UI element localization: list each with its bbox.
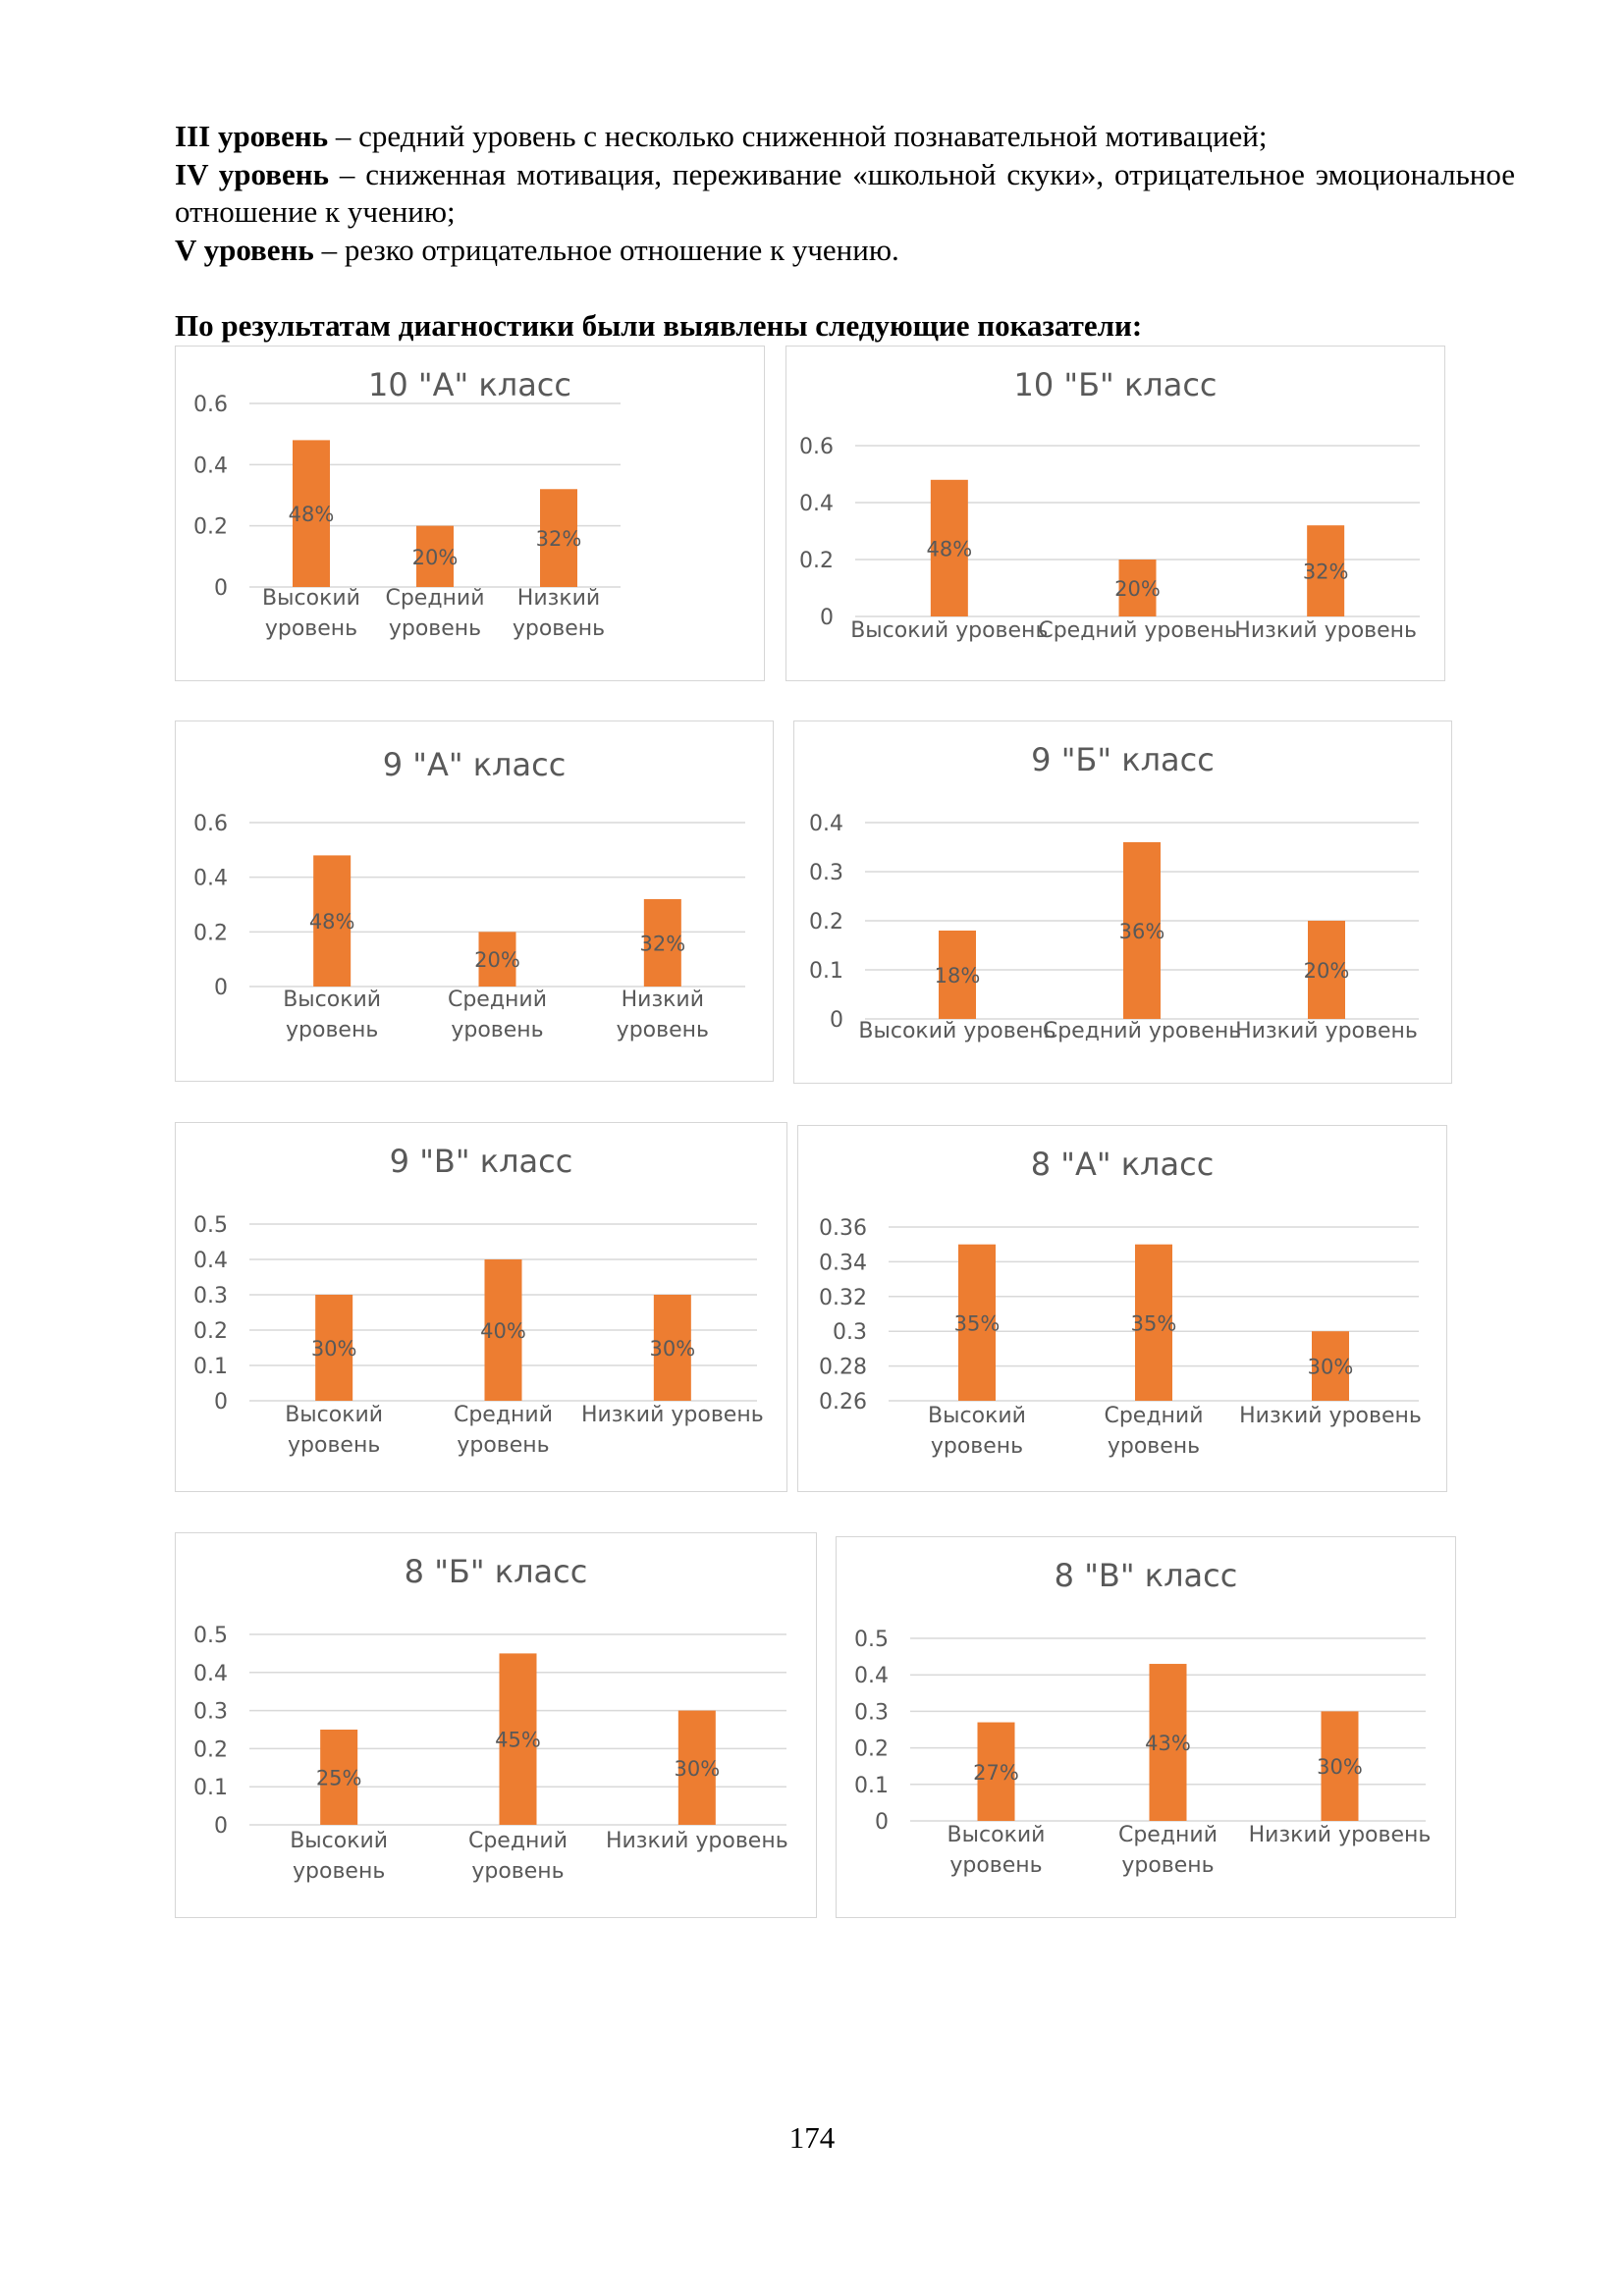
category-label: уровень — [457, 1433, 550, 1458]
chart-8a — [797, 1125, 1447, 1492]
y-tick-label: 0.34 — [819, 1251, 867, 1276]
y-tick-label: 0.5 — [193, 1213, 228, 1238]
data-label: 20% — [474, 948, 520, 973]
y-tick-label: 0.4 — [193, 454, 228, 479]
data-label: 48% — [308, 910, 355, 934]
chart-plot — [798, 1126, 1446, 1491]
category-label: Низкий уровень — [605, 1829, 788, 1853]
data-label: 18% — [934, 964, 981, 988]
y-tick-label: 0.6 — [193, 393, 228, 417]
data-label: 48% — [288, 503, 335, 527]
chart-title: 8 "В" класс — [1054, 1557, 1238, 1594]
chart-10b — [785, 346, 1445, 681]
y-tick-label: 0.2 — [809, 910, 843, 934]
data-label: 32% — [639, 932, 686, 956]
y-tick-label: 0.4 — [809, 812, 843, 836]
category-label: Высокий — [290, 1829, 389, 1853]
data-label: 48% — [926, 537, 973, 561]
chart-plot — [176, 1123, 786, 1491]
category-label: Низкий уровень — [1234, 618, 1418, 643]
category-label: уровень — [1107, 1434, 1201, 1459]
data-label: 35% — [1130, 1311, 1177, 1336]
data-label: 35% — [953, 1311, 1001, 1336]
category-label: Низкий — [621, 988, 705, 1012]
category-label: Высокий — [928, 1404, 1026, 1428]
results-heading: По результатам диагностики были выявлены следующие показатели: — [175, 308, 1143, 343]
data-label: 20% — [411, 545, 459, 569]
category-label: уровень — [288, 1433, 381, 1458]
y-tick-label: 0.4 — [193, 1661, 228, 1686]
chart-title: 9 "А" класс — [382, 746, 567, 783]
data-label: 20% — [1114, 577, 1161, 601]
chart-9b — [793, 721, 1452, 1084]
data-label: 30% — [649, 1337, 696, 1361]
chart-title: 10 "Б" класс — [1013, 366, 1218, 403]
y-tick-label: 0.5 — [193, 1624, 228, 1648]
y-tick-label: 0.3 — [854, 1700, 889, 1726]
y-tick-label: 0.5 — [854, 1628, 889, 1652]
data-label: 30% — [310, 1337, 357, 1361]
category-label: Низкий — [516, 586, 601, 611]
category-label: Средний — [447, 988, 548, 1012]
category-label: уровень — [616, 1018, 709, 1042]
y-tick-label: 0 — [214, 1814, 228, 1839]
y-tick-label: 0.2 — [193, 1319, 228, 1344]
y-tick-label: 0.4 — [193, 1249, 228, 1273]
category-label: Средний уровень — [1038, 618, 1237, 643]
y-tick-label: 0.32 — [819, 1285, 867, 1310]
category-label: Средний — [385, 586, 485, 611]
y-tick-label: 0.4 — [193, 866, 228, 891]
y-tick-label: 0 — [820, 606, 834, 630]
level-iii-line — [175, 118, 1515, 156]
chart-plot — [176, 1533, 816, 1917]
level-iii-label: III уровень — [175, 119, 329, 153]
y-tick-label: 0.3 — [193, 1699, 228, 1725]
category-label: уровень — [388, 616, 482, 641]
y-tick-label: 0.2 — [799, 549, 834, 573]
data-label: 30% — [1317, 1755, 1363, 1780]
category-label: Средний — [467, 1829, 568, 1853]
level-iv-line — [175, 156, 1515, 232]
category-label: Низкий уровень — [1248, 1823, 1432, 1847]
category-label: Высокий — [285, 1403, 384, 1427]
y-tick-label: 0 — [214, 976, 228, 1000]
y-tick-label: 0.1 — [193, 1355, 228, 1379]
chart-title: 9 "Б" класс — [1031, 741, 1215, 778]
data-label: 27% — [973, 1760, 1019, 1785]
y-tick-label: 0.4 — [854, 1664, 889, 1689]
category-label: Высокий — [947, 1823, 1046, 1847]
chart-title: 9 "В" класс — [389, 1143, 573, 1180]
category-label: Средний — [1104, 1404, 1204, 1428]
level-iv-label: IV уровень — [175, 156, 329, 191]
data-label: 40% — [480, 1319, 526, 1343]
y-tick-label: 0.2 — [193, 514, 228, 540]
category-label: уровень — [451, 1018, 544, 1042]
y-tick-label: 0 — [875, 1810, 889, 1835]
data-label: 45% — [495, 1728, 541, 1752]
category-label: Низкий уровень — [580, 1403, 764, 1427]
data-label: 25% — [315, 1766, 362, 1790]
level-v-label: V уровень — [175, 232, 314, 267]
category-label: уровень — [264, 616, 358, 641]
y-tick-label: 0.1 — [193, 1776, 228, 1801]
chart-10a — [175, 346, 765, 681]
y-tick-label: 0.2 — [193, 921, 228, 946]
y-tick-label: 0.3 — [833, 1320, 867, 1346]
y-tick-label: 0.2 — [854, 1736, 889, 1762]
chart-8v — [836, 1536, 1456, 1918]
level-descriptions — [175, 118, 1515, 269]
category-label: Высокий уровень — [850, 618, 1049, 643]
category-label: Высокий — [262, 586, 360, 611]
y-tick-label: 0 — [214, 1390, 228, 1415]
data-label: 20% — [1303, 959, 1350, 983]
category-label: Высокий уровень — [858, 1019, 1056, 1043]
category-label: Низкий уровень — [1235, 1019, 1418, 1043]
chart-8b — [175, 1532, 817, 1918]
category-label: уровень — [293, 1859, 386, 1884]
chart-plot — [794, 721, 1451, 1083]
chart-title: 10 "А" класс — [368, 366, 571, 403]
y-tick-label: 0.1 — [854, 1773, 889, 1798]
chart-9a — [175, 721, 774, 1082]
y-tick-label: 0.2 — [193, 1737, 228, 1763]
y-tick-label: 0.1 — [809, 959, 843, 984]
data-label: 36% — [1118, 920, 1165, 943]
level-v-line — [175, 232, 1515, 270]
page-number: 174 — [788, 2120, 836, 2155]
level-v-text: – резко отрицательное отношение к учению. — [313, 232, 899, 267]
y-tick-label: 0.3 — [809, 861, 843, 885]
data-label: 30% — [1307, 1355, 1354, 1379]
data-label: 43% — [1145, 1732, 1191, 1756]
y-tick-label: 0.6 — [799, 435, 834, 459]
category-label: уровень — [1121, 1853, 1215, 1878]
category-label: уровень — [286, 1018, 379, 1042]
y-tick-label: 0.4 — [799, 492, 834, 516]
chart-9v — [175, 1122, 787, 1492]
chart-plot — [837, 1537, 1455, 1917]
category-label: Высокий — [283, 988, 382, 1012]
category-label: Средний — [453, 1403, 554, 1427]
level-iv-text: – сниженная мотивация, переживание «школьной скуки», отрицательное эмоциональное отношение к учению; — [175, 156, 1515, 229]
category-label: Средний уровень — [1042, 1019, 1242, 1043]
chart-title: 8 "А" класс — [1030, 1146, 1215, 1183]
y-tick-label: 0.28 — [819, 1355, 867, 1380]
level-iii-text: – средний уровень с несколько сниженной познавательной мотивацией; — [328, 119, 1268, 153]
category-label: уровень — [471, 1859, 565, 1884]
y-tick-label: 0.6 — [193, 812, 228, 836]
data-label: 32% — [535, 527, 582, 552]
chart-title: 8 "Б" класс — [404, 1553, 588, 1590]
chart-plot — [786, 347, 1444, 680]
y-tick-label: 0.26 — [819, 1390, 867, 1415]
chart-plot — [176, 347, 764, 680]
y-tick-label: 0 — [214, 576, 228, 601]
y-tick-label: 0.3 — [193, 1284, 228, 1308]
y-tick-label: 0.36 — [819, 1216, 867, 1241]
category-label: Низкий уровень — [1239, 1404, 1422, 1428]
category-label: Средний — [1117, 1823, 1218, 1847]
category-label: уровень — [512, 616, 606, 641]
data-label: 32% — [1302, 560, 1349, 584]
data-label: 30% — [674, 1756, 721, 1781]
y-tick-label: 0 — [830, 1008, 843, 1033]
chart-plot — [176, 721, 773, 1081]
category-label: уровень — [949, 1853, 1043, 1878]
category-label: уровень — [930, 1434, 1024, 1459]
